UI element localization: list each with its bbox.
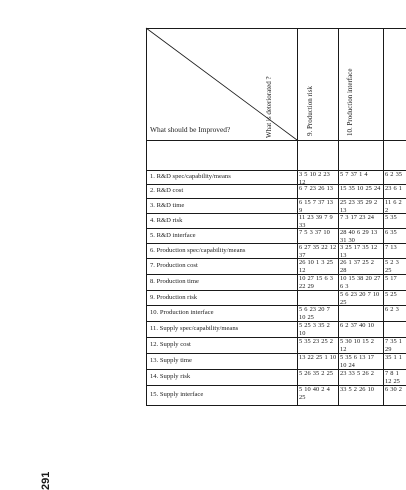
- corner-bottom-label: What should be Improved?: [150, 125, 231, 134]
- matrix-cell: 35 1 1: [385, 354, 402, 361]
- grid-line-horizontal: [146, 305, 406, 306]
- matrix-cell: 28 40 6 29 13 31 30: [340, 229, 378, 243]
- matrix-cell: 3 25 17 35 12 13: [340, 244, 378, 258]
- corner-top-label: What is deteriorated ?: [265, 76, 273, 138]
- column-header: 10. Production interface: [346, 68, 354, 136]
- matrix-cell: 5 26 35 2 25: [299, 370, 333, 377]
- matrix-cell: 6 2 37 40 10: [340, 322, 374, 329]
- grid-line-horizontal: [146, 369, 406, 370]
- grid-line-horizontal: [146, 258, 406, 259]
- matrix-cell: 5 30 10 15 2 12: [340, 338, 374, 353]
- grid-line-horizontal: [146, 28, 406, 29]
- grid-line-horizontal: [146, 184, 406, 185]
- matrix-cell: 5 35 6 13 17 10 24: [340, 354, 374, 369]
- matrix-cell: 5 10 40 2 4 25: [299, 386, 330, 401]
- grid-line-horizontal: [146, 170, 406, 171]
- matrix-cell: 5 6 23 20 7 10 25: [340, 291, 380, 305]
- matrix-cell: 6 2 3: [385, 306, 399, 313]
- matrix-cell: 6 15 7 37 13 9: [299, 199, 333, 213]
- grid-line-horizontal: [146, 290, 406, 291]
- matrix-cell: 6 30 2: [385, 386, 402, 393]
- row-label: 3. R&D time: [150, 201, 185, 209]
- matrix-cell: 13 22 25 1 10: [299, 354, 337, 361]
- matrix-cell: 6 2 35: [385, 171, 402, 178]
- matrix-cell: 5 25: [385, 291, 397, 298]
- grid-line-vertical: [297, 28, 298, 405]
- grid-line-horizontal: [146, 243, 406, 244]
- matrix-cell: 3 5 10 2 23 12: [299, 171, 330, 184]
- matrix-cell: 7 5 3 37 10: [299, 229, 330, 236]
- row-label: 4. R&D risk: [150, 216, 183, 224]
- matrix-cell: 6 7 23 26 13: [299, 185, 333, 192]
- matrix-cell: 15 35 10 25 24: [340, 185, 381, 192]
- matrix-cell: [385, 322, 405, 337]
- page-number: 291: [40, 471, 52, 490]
- matrix-cell: 7 8 1 12 25: [385, 370, 400, 385]
- matrix-cell: 5 2 3 25: [385, 259, 399, 274]
- row-label: 5. R&D interface: [150, 231, 196, 239]
- row-label: 2. R&D cost: [150, 187, 184, 194]
- grid-line-vertical: [338, 28, 339, 405]
- matrix-cell: [340, 306, 382, 321]
- matrix-cell: 7 3 17 23 24: [340, 214, 374, 221]
- row-label: 10. Production interface: [150, 309, 214, 316]
- grid-line-horizontal: [146, 198, 406, 199]
- matrix-cell: 11 23 39 7 9 33: [299, 214, 333, 228]
- grid-line-horizontal: [146, 385, 406, 386]
- grid-line-vertical: [146, 28, 147, 405]
- matrix-cell: 25 23 35 29 2 13: [340, 199, 378, 213]
- matrix-cell: 5 7 37 1 4: [340, 171, 368, 178]
- matrix-cell: 26 10 1 3 25 12: [299, 259, 333, 274]
- row-label: 1. R&D spec/capability/means: [150, 173, 231, 180]
- matrix-cell: 26 1 37 25 2 28: [340, 259, 374, 274]
- grid-line-horizontal: [146, 405, 406, 406]
- matrix-cell: 7 35 1 29: [385, 338, 402, 353]
- row-label: 13. Supply time: [150, 357, 192, 364]
- row-label: 15. Supply interface: [150, 391, 204, 398]
- row-label: 7. Production cost: [150, 262, 198, 269]
- matrix-cell: [299, 291, 337, 305]
- matrix-cell: 5 35 23 25 2: [299, 338, 333, 345]
- matrix-cell: 11 6 2 2: [385, 199, 402, 213]
- matrix-cell: 5 35: [385, 214, 397, 221]
- matrix-cell: 10 27 15 6 3 22 29: [299, 275, 333, 290]
- grid-line-horizontal: [146, 321, 406, 322]
- grid-line-horizontal: [146, 337, 406, 338]
- matrix-cell: 23 6 1: [385, 185, 402, 192]
- matrix-cell: 5 17: [385, 275, 397, 282]
- matrix-cell: 23 33 5 26 2: [340, 370, 374, 377]
- row-label: 14. Supply risk: [150, 373, 191, 380]
- grid-line-horizontal: [146, 274, 406, 275]
- row-label: 9. Production risk: [150, 293, 198, 301]
- matrix-cell: 10 15 38 20 27 6 3: [340, 275, 381, 290]
- grid-line-horizontal: [146, 353, 406, 354]
- grid-line-horizontal: [146, 140, 406, 141]
- matrix-cell: 5 25 3 35 2 10: [299, 322, 330, 337]
- grid-line-horizontal: [146, 213, 406, 214]
- grid-line-vertical: [383, 28, 384, 405]
- row-label: 12. Supply cost: [150, 341, 191, 348]
- matrix-cell: 6 27 35 22 12 37: [299, 244, 337, 258]
- matrix-cell: 6 35: [385, 229, 397, 236]
- row-label: 11. Supply spec/capability/means: [150, 325, 239, 332]
- grid-line-horizontal: [146, 228, 406, 229]
- matrix-cell: 5 6 23 20 7 10 25: [299, 306, 330, 321]
- row-label: 6. Production spec/capability/means: [150, 246, 246, 254]
- matrix-cell: 33 5 2 26 10: [340, 386, 374, 393]
- column-header: 9. Production risk: [306, 86, 314, 136]
- row-label: 8. Production time: [150, 278, 199, 285]
- matrix-cell: 7 13: [385, 244, 397, 251]
